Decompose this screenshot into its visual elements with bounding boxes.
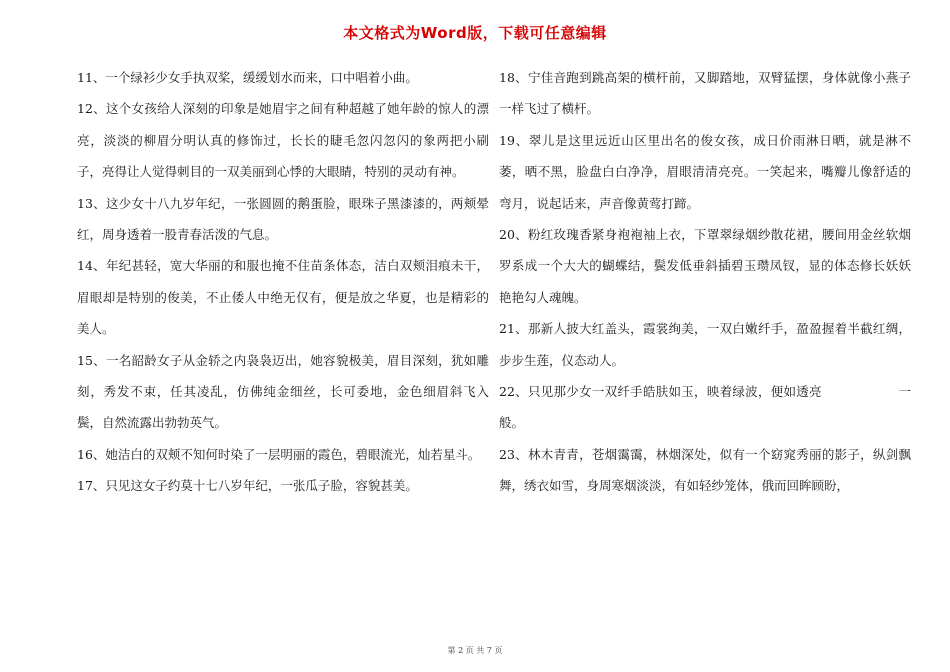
paragraph-14: 14、年纪甚轻，宽大华丽的和服也掩不住苗条体态，洁白双颊泪痕未干，眉眼却是特别的俊美，不止倭人中绝无仅有，便是放之华夏，也是精彩的美人。 [77, 258, 489, 337]
document-header-title: 本文格式为Word版，下载可任意编辑 [343, 24, 607, 42]
paragraph-23: 23、林木青青，苍烟霭霭，林烟深处，似有一个窈窕秀丽的影子，纵剑飘舞，绣衣如雪，身周寒烟淡淡，有如轻纱笼体，俄而回眸顾盼， [499, 446, 911, 494]
paragraph-21: 21、那新人披大红盖头，霞裳绚美，一双白嫩纤手，盈盈握着半截红绸，步步生莲，仪态动人。 [499, 321, 911, 368]
paragraph-11: 11、一个绿衫少女手执双桨，缓缓划水而来，口中唱着小曲。 [77, 70, 418, 85]
paragraph-17: 17、只见这女子约莫十七八岁年纪，一张瓜子脸，容貌甚美。 [77, 478, 418, 494]
left-text-column [77, 62, 489, 502]
page-number-footer: 第 2 页 共 7 页 [447, 646, 503, 655]
paragraph-18: 18、宁佳音跑到跳高架的横杆前，又脚踏地，双臂猛摆，身体就像小燕子一样飞过了横杆。 [499, 70, 911, 117]
paragraph-22: 22、只见那少女一双纤手皓肤如玉，映着绿波，便如透亮 一般。 [499, 384, 911, 431]
paragraph-15: 15、一名韶龄女子从金轿之内袅袅迈出，她容貌极美，眉目深刻，犹如雕刻，秀发不束，任其凌乱，仿佛纯金细丝，长可委地，金色细眉斜飞入鬓，自然流露出勃勃英气。 [77, 352, 489, 431]
right-text-column [499, 62, 911, 502]
paragraph-20: 20、粉红玫瑰香紧身袍袍袖上衣，下罩翠绿烟纱散花裙，腰间用金丝软烟罗系成一个大大的蝴蝶结，鬓发低垂斜插碧玉瓒凤钗，显的体态修长妖妖艳艳勾人魂魄。 [499, 227, 911, 305]
paragraph-16: 16、她洁白的双颊不知何时染了一层明丽的霞色，碧眼流光，灿若星斗。 [77, 446, 481, 462]
paragraph-12: 12、这个女孩给人深刻的印象是她眉宇之间有种超越了她年龄的惊人的漂亮，淡淡的柳眉分明认真的修饰过，长长的睫毛忽闪忽闪的象两把小刷子，亮得让人觉得刺目的一双美丽到心悸的大眼睛，特别的灵动有神。 [77, 101, 489, 180]
paragraph-13: 13、这少女十八九岁年纪，一张圆圆的鹅蛋脸，眼珠子黑漆漆的，两颊晕红，周身透着一股青春活泼的气息。 [77, 195, 489, 243]
paragraph-19: 19、翠儿是这里远近山区里出名的俊女孩，成日价雨淋日晒，就是淋不萎，晒不黑，脸盘白白净净，眉眼清清亮亮。一笑起来，嘴瓣儿像舒适的弯月，说起话来，声音像黄莺打蹄。 [499, 132, 911, 211]
